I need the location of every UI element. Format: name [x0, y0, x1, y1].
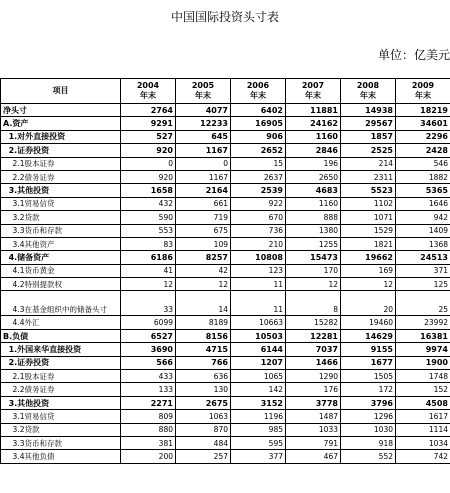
table-row — [1, 144, 450, 157]
row-value: 10808 — [231, 251, 286, 264]
row-value: 16381 — [396, 329, 450, 342]
table-row — [1, 184, 450, 197]
row-value: 19662 — [341, 251, 396, 264]
row-value: 6186 — [121, 251, 176, 264]
row-value: 1821 — [341, 237, 396, 250]
header-item: 项目 — [1, 79, 121, 104]
row-label: 3.4其他负债 — [1, 450, 121, 463]
row-value: 1368 — [396, 237, 450, 250]
row-value: 1071 — [341, 211, 396, 224]
row-value: 791 — [286, 436, 341, 449]
row-label: A.资产 — [1, 117, 121, 130]
row-label: 3.1贸易信贷 — [1, 410, 121, 423]
row-label: 2.证券投资 — [1, 356, 121, 369]
row-value: 1196 — [231, 410, 286, 423]
table-row — [1, 329, 450, 342]
row-value: 4077 — [176, 104, 231, 117]
row-value: 1102 — [341, 197, 396, 210]
row-value: 9291 — [121, 117, 176, 130]
row-value: 12281 — [286, 329, 341, 342]
row-value: 2652 — [231, 144, 286, 157]
row-value: 736 — [231, 224, 286, 237]
row-value: 3690 — [121, 343, 176, 356]
row-value: 880 — [121, 423, 176, 436]
table-row — [1, 396, 450, 409]
row-value: 906 — [231, 130, 286, 143]
row-value: 809 — [121, 410, 176, 423]
row-value: 942 — [396, 211, 450, 224]
row-value: 1487 — [286, 410, 341, 423]
table-row — [1, 356, 450, 369]
row-value: 2296 — [396, 130, 450, 143]
row-label: 3.其他投资 — [1, 396, 121, 409]
row-value: 12233 — [176, 117, 231, 130]
table-header-row — [1, 79, 450, 104]
row-value: 0 — [176, 157, 231, 170]
row-value: 920 — [121, 170, 176, 183]
row-value: 4508 — [396, 396, 450, 409]
row-value: 11 — [231, 278, 286, 291]
row-value: 1658 — [121, 184, 176, 197]
row-value: 1900 — [396, 356, 450, 369]
table-row — [1, 251, 450, 264]
row-value: 1646 — [396, 197, 450, 210]
row-value: 6099 — [121, 316, 176, 329]
row-value: 33 — [121, 291, 176, 316]
table-row — [1, 423, 450, 436]
table-row — [1, 383, 450, 396]
row-value: 15282 — [286, 316, 341, 329]
row-value: 12 — [121, 278, 176, 291]
row-label: 2.1股本证券 — [1, 157, 121, 170]
row-value: 645 — [176, 130, 231, 143]
header-year: 2004 年末 — [121, 79, 176, 104]
row-value: 125 — [396, 278, 450, 291]
row-value: 985 — [231, 423, 286, 436]
row-value: 6144 — [231, 343, 286, 356]
row-value: 1207 — [231, 356, 286, 369]
row-value: 1167 — [176, 170, 231, 183]
row-value: 1160 — [286, 197, 341, 210]
row-label: 3.3货币和存款 — [1, 436, 121, 449]
row-value: 2311 — [341, 170, 396, 183]
row-value: 42 — [176, 264, 231, 277]
table-row — [1, 197, 450, 210]
row-value: 24162 — [286, 117, 341, 130]
row-value: 553 — [121, 224, 176, 237]
row-value: 25 — [396, 291, 450, 316]
row-value: 670 — [231, 211, 286, 224]
row-value: 23992 — [396, 316, 450, 329]
row-value: 1160 — [286, 130, 341, 143]
table-row — [1, 157, 450, 170]
table-row — [1, 117, 450, 130]
row-value: 467 — [286, 450, 341, 463]
row-value: 12 — [341, 278, 396, 291]
row-value: 1529 — [341, 224, 396, 237]
row-value: 142 — [231, 383, 286, 396]
row-value: 20 — [341, 291, 396, 316]
row-value: 719 — [176, 211, 231, 224]
row-value: 210 — [231, 237, 286, 250]
row-value: 3152 — [231, 396, 286, 409]
row-value: 196 — [286, 157, 341, 170]
page-title: 中国国际投资头寸表 — [170, 10, 279, 24]
row-value: 10503 — [231, 329, 286, 342]
table-row — [1, 343, 450, 356]
row-label: 3.1贸易信贷 — [1, 197, 121, 210]
unit-label: 单位：亿美元 — [377, 48, 450, 62]
row-value: 918 — [341, 436, 396, 449]
row-value: 2846 — [286, 144, 341, 157]
table-row — [1, 104, 450, 117]
row-value: 2539 — [231, 184, 286, 197]
table-row — [1, 264, 450, 277]
row-value: 18219 — [396, 104, 450, 117]
row-value: 8189 — [176, 316, 231, 329]
row-value: 920 — [121, 144, 176, 157]
row-value: 2764 — [121, 104, 176, 117]
row-value: 1857 — [341, 130, 396, 143]
row-value: 15473 — [286, 251, 341, 264]
row-value: 1034 — [396, 436, 450, 449]
row-value: 6402 — [231, 104, 286, 117]
row-value: 2675 — [176, 396, 231, 409]
row-value: 130 — [176, 383, 231, 396]
row-label: B.负债 — [1, 329, 121, 342]
row-value: 123 — [231, 264, 286, 277]
row-value: 8 — [286, 291, 341, 316]
row-label: 4.2特别提款权 — [1, 278, 121, 291]
row-label: 3.其他投资 — [1, 184, 121, 197]
row-label: 2.1股本证券 — [1, 370, 121, 383]
row-value: 2637 — [231, 170, 286, 183]
table-row — [1, 316, 450, 329]
row-value: 41 — [121, 264, 176, 277]
table-row — [1, 291, 450, 316]
row-value: 1466 — [286, 356, 341, 369]
row-label: 3.4其他资产 — [1, 237, 121, 250]
row-value: 2428 — [396, 144, 450, 157]
row-value: 14 — [176, 291, 231, 316]
table-row — [1, 278, 450, 291]
table-row — [1, 237, 450, 250]
row-value: 2271 — [121, 396, 176, 409]
row-value: 8257 — [176, 251, 231, 264]
header-year: 2005 年末 — [176, 79, 231, 104]
row-value: 888 — [286, 211, 341, 224]
row-label: 3.2贷款 — [1, 211, 121, 224]
row-label: 3.2贷款 — [1, 423, 121, 436]
row-value: 15 — [231, 157, 286, 170]
row-value: 170 — [286, 264, 341, 277]
row-label: 1.对外直接投资 — [1, 130, 121, 143]
row-value: 133 — [121, 383, 176, 396]
row-value: 0 — [121, 157, 176, 170]
row-value: 2164 — [176, 184, 231, 197]
row-value: 29567 — [341, 117, 396, 130]
row-value: 1380 — [286, 224, 341, 237]
table-row — [1, 170, 450, 183]
row-value: 546 — [396, 157, 450, 170]
row-value: 16905 — [231, 117, 286, 130]
row-value: 377 — [231, 450, 286, 463]
row-value: 527 — [121, 130, 176, 143]
row-label: 4.3在基金组织中的储备头寸 — [1, 291, 121, 316]
row-value: 636 — [176, 370, 231, 383]
row-value: 152 — [396, 383, 450, 396]
row-value: 433 — [121, 370, 176, 383]
row-value: 19460 — [341, 316, 396, 329]
row-value: 169 — [341, 264, 396, 277]
row-value: 83 — [121, 237, 176, 250]
header-year: 2008 年末 — [341, 79, 396, 104]
row-value: 12 — [176, 278, 231, 291]
row-value: 9974 — [396, 343, 450, 356]
row-value: 8156 — [176, 329, 231, 342]
row-label: 4.储备资产 — [1, 251, 121, 264]
row-value: 1409 — [396, 224, 450, 237]
row-value: 1255 — [286, 237, 341, 250]
row-value: 1063 — [176, 410, 231, 423]
row-value: 2650 — [286, 170, 341, 183]
table-row — [1, 436, 450, 449]
row-value: 5523 — [341, 184, 396, 197]
header-year: 2009 年末 — [396, 79, 450, 104]
row-label: 1.外国来华直接投资 — [1, 343, 121, 356]
header-year: 2007 年末 — [286, 79, 341, 104]
row-label: 3.3货币和存款 — [1, 224, 121, 237]
row-value: 1748 — [396, 370, 450, 383]
row-value: 1030 — [341, 423, 396, 436]
row-value: 1114 — [396, 423, 450, 436]
row-value: 4715 — [176, 343, 231, 356]
row-value: 590 — [121, 211, 176, 224]
row-value: 1065 — [231, 370, 286, 383]
row-value: 1677 — [341, 356, 396, 369]
row-value: 3796 — [341, 396, 396, 409]
row-value: 10663 — [231, 316, 286, 329]
row-value: 484 — [176, 436, 231, 449]
row-value: 1167 — [176, 144, 231, 157]
row-value: 5365 — [396, 184, 450, 197]
row-value: 1033 — [286, 423, 341, 436]
row-value: 742 — [396, 450, 450, 463]
row-value: 12 — [286, 278, 341, 291]
row-value: 176 — [286, 383, 341, 396]
row-value: 552 — [341, 450, 396, 463]
row-value: 661 — [176, 197, 231, 210]
row-value: 109 — [176, 237, 231, 250]
row-label: 2.2债务证券 — [1, 383, 121, 396]
row-label: 4.1货币黄金 — [1, 264, 121, 277]
row-value: 1882 — [396, 170, 450, 183]
row-value: 7037 — [286, 343, 341, 356]
row-value: 2525 — [341, 144, 396, 157]
row-value: 14629 — [341, 329, 396, 342]
row-value: 172 — [341, 383, 396, 396]
row-value: 257 — [176, 450, 231, 463]
table-row — [1, 370, 450, 383]
row-value: 432 — [121, 197, 176, 210]
row-value: 11881 — [286, 104, 341, 117]
row-value: 200 — [121, 450, 176, 463]
investment-position-table — [0, 78, 450, 464]
table-row — [1, 410, 450, 423]
row-label: 净头寸 — [1, 104, 121, 117]
row-value: 766 — [176, 356, 231, 369]
row-value: 24513 — [396, 251, 450, 264]
row-value: 4683 — [286, 184, 341, 197]
table-row — [1, 211, 450, 224]
row-value: 6527 — [121, 329, 176, 342]
row-value: 1505 — [341, 370, 396, 383]
row-value: 1296 — [341, 410, 396, 423]
row-value: 595 — [231, 436, 286, 449]
row-value: 371 — [396, 264, 450, 277]
row-value: 870 — [176, 423, 231, 436]
row-value: 566 — [121, 356, 176, 369]
row-value: 214 — [341, 157, 396, 170]
row-label: 4.4外汇 — [1, 316, 121, 329]
row-value: 922 — [231, 197, 286, 210]
table-row — [1, 224, 450, 237]
row-label: 2.2债务证券 — [1, 170, 121, 183]
row-label: 2.证券投资 — [1, 144, 121, 157]
row-value: 1290 — [286, 370, 341, 383]
row-value: 11 — [231, 291, 286, 316]
row-value: 1617 — [396, 410, 450, 423]
row-value: 3778 — [286, 396, 341, 409]
header-year: 2006 年末 — [231, 79, 286, 104]
row-value: 9155 — [341, 343, 396, 356]
row-value: 675 — [176, 224, 231, 237]
row-value: 14938 — [341, 104, 396, 117]
row-value: 34601 — [396, 117, 450, 130]
row-value: 381 — [121, 436, 176, 449]
table-row — [1, 450, 450, 463]
table-row — [1, 130, 450, 143]
